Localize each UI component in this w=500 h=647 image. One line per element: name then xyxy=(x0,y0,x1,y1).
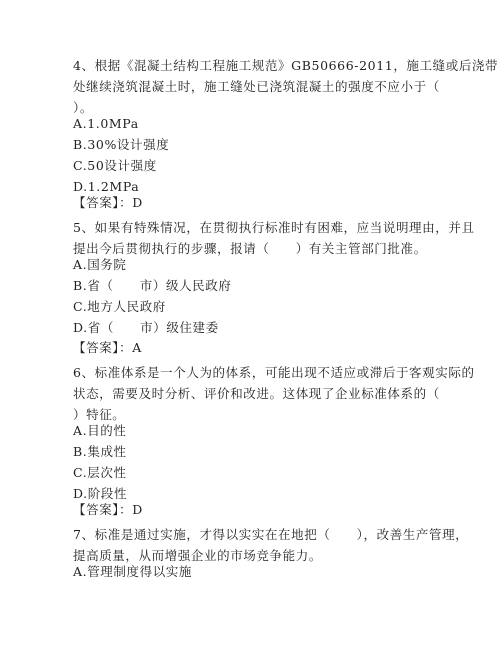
question-text-line: 提高质量，从而增强企业的市场竞争能力。 xyxy=(73,548,322,563)
option-a: A.国务院 xyxy=(73,257,127,272)
option-a: A.1.0MPa xyxy=(73,116,139,131)
options-4 xyxy=(73,116,438,200)
answer-label: 【答案】：D xyxy=(73,502,143,517)
option-a: A.目的性 xyxy=(73,423,127,438)
option-c: C.50设计强度 xyxy=(73,158,157,173)
question-text-line: 提出今后贯彻执行的步骤，报请（ ）有关主管部门批准。 xyxy=(73,241,427,256)
options-7 xyxy=(73,564,438,585)
option-d: D.1.2MPa xyxy=(73,179,140,194)
options-5 xyxy=(73,257,438,341)
options-6 xyxy=(73,423,438,507)
answer-label: 【答案】：A xyxy=(73,340,142,355)
question-text-line: 5、如果有特殊情况，在贯彻执行标准时有困难，应当说明理由，并且 xyxy=(73,220,475,235)
option-b: B.省（ 市）级人民政府 xyxy=(73,278,232,293)
answer-5 xyxy=(73,340,438,356)
option-c: C.地方人民政府 xyxy=(73,299,166,314)
question-text-line: ）。 xyxy=(73,100,93,115)
question-6 xyxy=(73,365,475,428)
option-a: A.管理制度得以实施 xyxy=(73,564,193,579)
option-d: D.省（ 市）级住建委 xyxy=(73,320,219,335)
option-b: B.集成性 xyxy=(73,444,127,459)
question-text-line: 处继续浇筑混凝土时，施工缝处已浇筑混凝土的强度不应小于（ xyxy=(73,79,440,94)
question-5 xyxy=(73,220,475,262)
question-text-line: 状态，需要及时分析、评价和改进。这体现了企业标准体系的（ xyxy=(73,386,440,401)
question-text-line: ）特征。 xyxy=(73,407,126,422)
question-4 xyxy=(73,58,499,121)
question-text-line: 7、标准是通过实施，才得以实实在在地把（ ），改善生产管理， xyxy=(73,527,469,542)
answer-label: 【答案】：D xyxy=(73,195,143,210)
option-c: C.层次性 xyxy=(73,465,127,480)
answer-4 xyxy=(73,195,438,211)
option-d: D.阶段性 xyxy=(73,486,128,501)
option-b: B.30%设计强度 xyxy=(73,137,170,152)
answer-6 xyxy=(73,502,438,518)
question-7 xyxy=(73,527,469,569)
question-text-line: 4、根据《混凝土结构工程施工规范》GB50666-2011，施工缝或后浇带 xyxy=(73,58,499,73)
question-text-line: 6、标准体系是一个人为的体系，可能出现不适应或滞后于客观实际的 xyxy=(73,365,475,380)
